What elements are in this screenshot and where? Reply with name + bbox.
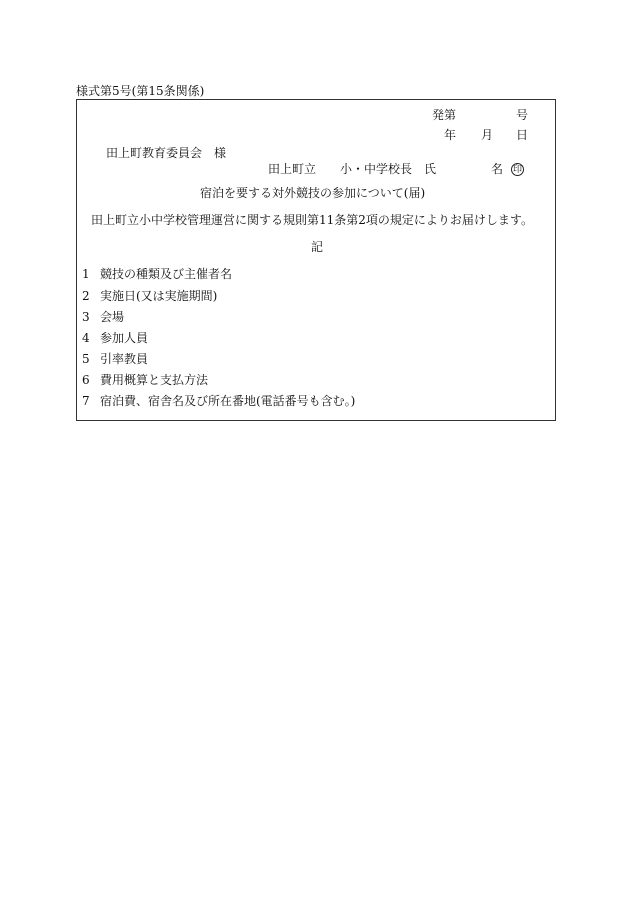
form-number-label: 様式第5号(第15条関係) bbox=[76, 84, 205, 98]
list-item-text: 会場 bbox=[100, 310, 125, 324]
list-item-text: 参加人員 bbox=[100, 331, 149, 345]
date-month: 月 bbox=[481, 128, 494, 142]
body-text: 田上町立小中学校管理運営に関する規則第11条第2項の規定によりお届けします。 bbox=[91, 213, 533, 227]
list-item bbox=[82, 331, 148, 345]
list-item bbox=[82, 289, 217, 303]
list-item bbox=[82, 267, 232, 281]
list-item-number: 2 bbox=[82, 289, 90, 303]
list-item-text: 実施日(又は実施期間) bbox=[100, 289, 218, 303]
date-year: 年 bbox=[444, 128, 457, 142]
list-item bbox=[82, 310, 124, 324]
list-item-number: 6 bbox=[82, 373, 90, 387]
list-item-number: 3 bbox=[82, 310, 90, 324]
school-prefix: 田上町立 bbox=[268, 162, 317, 176]
list-item-number: 7 bbox=[82, 394, 90, 408]
list-item bbox=[82, 394, 355, 408]
name-label: 名 bbox=[491, 162, 504, 176]
list-item bbox=[82, 352, 148, 366]
list-item-text: 宿泊費、宿舎名及び所在番地(電話番号も含む。) bbox=[100, 394, 356, 408]
list-item-number: 5 bbox=[82, 352, 90, 366]
ki-heading: 記 bbox=[311, 240, 324, 254]
list-item-text: 引率教員 bbox=[100, 352, 149, 366]
seal-mark bbox=[511, 161, 524, 176]
addressee: 田上町教育委員会 様 bbox=[106, 146, 227, 160]
list-item-text: 競技の種類及び主催者名 bbox=[100, 267, 233, 281]
list-item-number: 4 bbox=[82, 331, 90, 345]
principal-title: 小・中学校長 氏 bbox=[340, 162, 437, 176]
seal-icon: 印 bbox=[512, 165, 522, 175]
issue-number-prefix: 発第 bbox=[432, 108, 457, 122]
list-item bbox=[82, 373, 208, 387]
issue-number-suffix: 号 bbox=[516, 108, 529, 122]
list-item-text: 費用概算と支払方法 bbox=[100, 373, 209, 387]
document-title: 宿泊を要する対外競技の参加について(届) bbox=[200, 186, 426, 200]
date-day: 日 bbox=[516, 128, 529, 142]
list-item-number: 1 bbox=[82, 267, 90, 281]
